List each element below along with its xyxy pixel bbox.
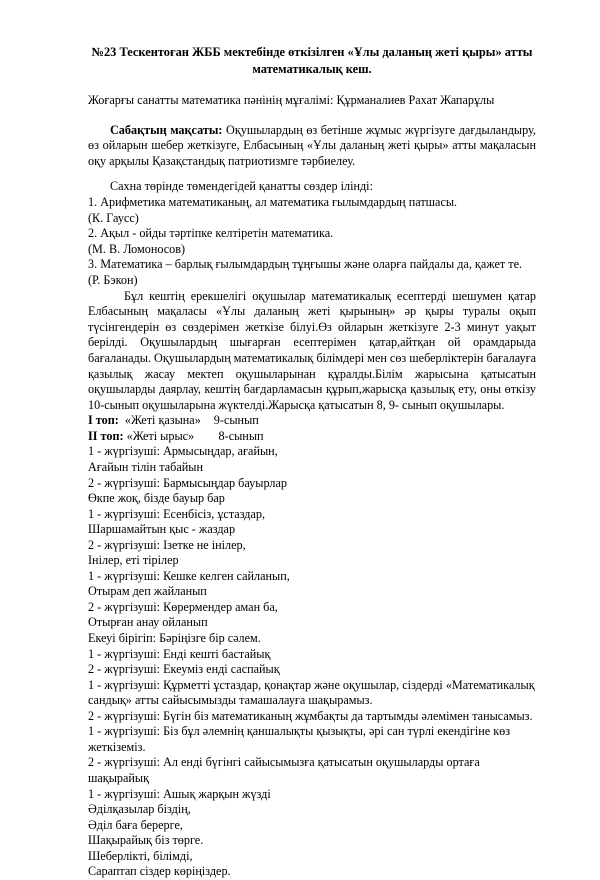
dialogue-line: 1 - жүргізуші: Құрметті ұстаздар, қонақтар және оқушылар, сіздерді «Математикалық сандық» атты сайысымызды тамашалауға шақырамыз. bbox=[88, 677, 535, 708]
group-label: ІІ топ: bbox=[88, 428, 124, 443]
dialogue-line: 2 - жүргізуші: Екеуміз енді саспайық bbox=[88, 662, 280, 677]
dialogue-line: 1 - жүргізуші: Ашық жарқын жүзді bbox=[88, 786, 271, 801]
group-label: І топ: bbox=[88, 413, 119, 428]
dialogue-line: Әділ баға берерге, bbox=[88, 817, 183, 832]
lesson-goal bbox=[88, 123, 536, 170]
event-description: Бұл кештің ерекшелігі оқушылар математикалық есептерді шешумен қатар Елбасының мақаласы «Ұлы даланың жеті қырының» әр қыры туралы оқып түсінгендерін өз сөздерімен жеткізе білуі.Өз ойларын жеткізуге 2-3 минут уақыт берілді. Оқушылардың шығарған есептерімен қатар,айтқан ой орамдарыда бағаланады. Оқушылардың математикалық білімдері мен сөз шеберліктерін бағалауға қазылық жасау мектеп оқушыларынан құралды.Білім жарысына қатысатын оқушыларды даярлау, кештің бағдарламасын құрып,жарысқа қазылық ету, оны өткізу 10-сынып оқушыларына жүктелді.Жарысқа қатысатын 8, 9- сынып оқушылары. bbox=[88, 288, 536, 412]
stage-intro: Сахна төрінде төмендегідей қанатты сөздер ілінді: bbox=[110, 179, 373, 194]
dialogue-line: Екеуі бірігіп: Бәріңізге бір сәлем. bbox=[88, 631, 261, 646]
teacher-line: Жоғарғы санатты математика пәнінің мұғалімі: Құрманалиев Рахат Жапарұлы bbox=[88, 93, 495, 107]
dialogue-line: 1 - жүргізуші: Біз бұл әлемнің қаншалықты қызықты, әрі сан түрлі екендігіне көз жеткіземіз. bbox=[88, 724, 511, 754]
quote-line: 1. Арифметика математиканың, ал математика ғылымдардың патшасы. bbox=[88, 194, 458, 209]
dialogue-line: 2 - жүргізуші: Бүгін біз математиканың жұмбақты да тартымды әлемімен танысамыз. bbox=[88, 708, 533, 723]
group-row bbox=[88, 413, 536, 429]
dialogue-line: Сараптап сіздер көріңіздер. bbox=[88, 864, 231, 879]
dialogue-line: Отырған анау ойланып bbox=[88, 615, 208, 630]
dialogue-line: Шаршамайтын қыс - жаздар bbox=[88, 522, 236, 537]
dialogue-line: Інілер, еті тірілер bbox=[88, 553, 179, 568]
group-grade: 8-сынып bbox=[218, 428, 264, 443]
quote-line: 2. Ақыл - ойды тәртіпке келтіретін математика. bbox=[88, 226, 334, 241]
document-title: №23 Тескентоған ЖББ мектебінде өткізілген «Ұлы даланың жеті қыры» атты математикалық кеш. bbox=[91, 45, 533, 76]
dialogue-line: Ағайын тілін табайын bbox=[88, 460, 203, 475]
group-grade: 9-сынып bbox=[213, 413, 259, 428]
dialogue-line: Отырам деп жайланып bbox=[88, 584, 207, 599]
quote-author: (К. Гаусс) bbox=[88, 210, 139, 225]
dialogue-line: 1 - жүргізуші: Енді кешті бастайық bbox=[88, 646, 271, 661]
dialogue-line: 2 - жүргізуші: Бармысыңдар бауырлар bbox=[88, 475, 287, 490]
group-row bbox=[88, 429, 536, 445]
dialogue-line: 2 - жүргізуші: Көрермендер аман ба, bbox=[88, 599, 278, 614]
dialogue-line: Әділқазылар біздің, bbox=[88, 802, 191, 817]
quote-line: 3. Математика – барлық ғылымдардың тұңғышы және оларға пайдалы да, қажет те. bbox=[88, 257, 523, 272]
dialogue-line: 2 - жүргізуші: Ізетке не інілер, bbox=[88, 537, 246, 552]
lesson-goal-text: Оқушылардың өз бетінше жұмыс жүргізуге дағдыландыру, өз ойларын шебер жеткізуге, Елбасының «Ұлы даланың жеті қыры» атты мақаласын оқу арқылы Қазақстандық патриотизмге тәрбиелеу. bbox=[88, 122, 536, 168]
group-name: «Жеті қазына» bbox=[118, 413, 201, 428]
dialogue-line: 2 - жүргізуші: Ал енді бүгінгі сайысымызға қатысатын оқушыларды ортаға шақырайық bbox=[88, 755, 480, 785]
dialogue-line: Шақырайық біз төрге. bbox=[88, 833, 204, 848]
group-name: «Жеті ырыс» bbox=[123, 428, 195, 443]
dialogue-line: Өкпе жоқ, бізде бауыр бар bbox=[88, 491, 225, 506]
quote-author: (М. В. Ломоносов) bbox=[88, 241, 186, 256]
dialogue-line: 1 - жүргізуші: Кешке келген сайланып, bbox=[88, 568, 290, 583]
quote-author: (Р. Бэкон) bbox=[88, 272, 138, 287]
dialogue-line: 1 - жүргізуші: Есенбісіз, ұстаздар, bbox=[88, 506, 266, 521]
lesson-goal-label: Сабақтың мақсаты: bbox=[110, 122, 223, 137]
dialogue bbox=[88, 444, 536, 879]
dialogue-line: Шеберлікті, білімді, bbox=[88, 848, 193, 863]
dialogue-line: 1 - жүргізуші: Армысыңдар, ағайын, bbox=[88, 444, 278, 459]
